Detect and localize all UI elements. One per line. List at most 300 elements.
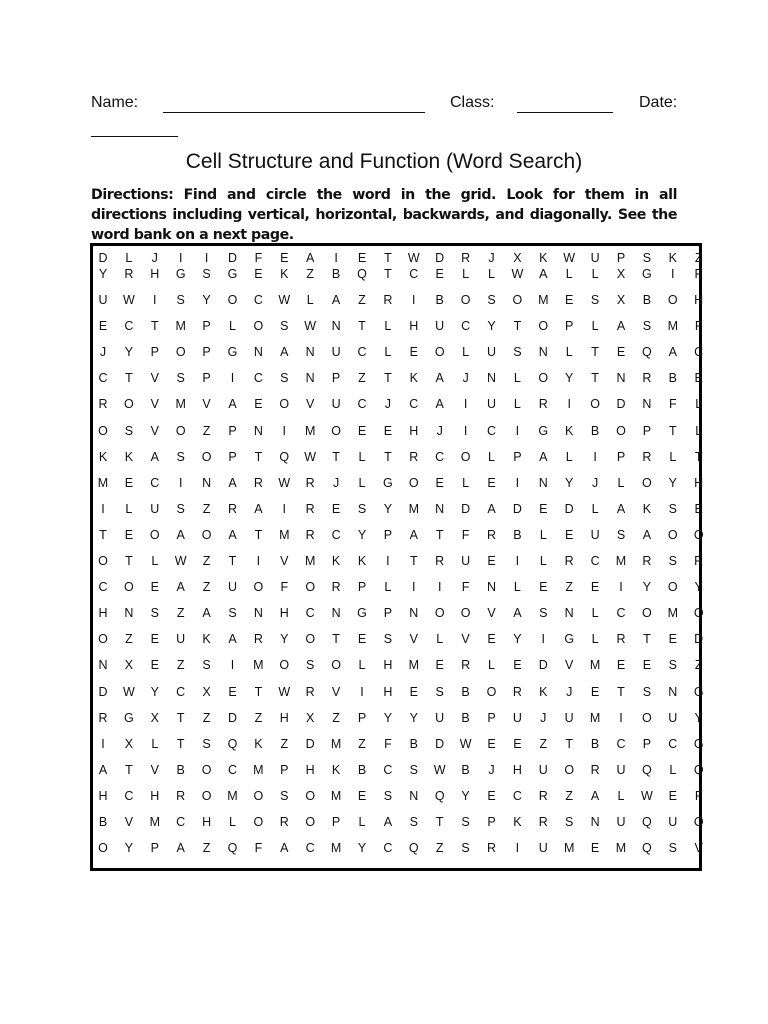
grid-letter[interactable]: A xyxy=(228,632,237,647)
grid-letter[interactable]: S xyxy=(150,606,159,621)
grid-letter[interactable]: S xyxy=(409,815,418,829)
grid-letter[interactable]: Z xyxy=(694,658,703,673)
grid-letter[interactable]: P xyxy=(357,710,367,725)
grid-letter[interactable]: L xyxy=(488,267,495,281)
grid-letter[interactable]: X xyxy=(124,658,134,673)
grid-letter[interactable]: E xyxy=(694,371,703,386)
grid-letter[interactable]: L xyxy=(229,815,236,829)
grid-letter[interactable]: E xyxy=(150,658,159,673)
grid-letter[interactable]: Y xyxy=(487,319,496,334)
grid-letter[interactable]: F xyxy=(280,580,289,595)
grid-letter[interactable]: J xyxy=(332,475,340,490)
grid-letter[interactable]: R xyxy=(616,632,626,647)
grid-letter[interactable]: A xyxy=(409,527,418,542)
grid-letter[interactable]: I xyxy=(593,449,597,464)
grid-letter[interactable]: X xyxy=(616,293,626,307)
grid-letter[interactable]: P xyxy=(565,319,574,334)
grid-letter[interactable]: E xyxy=(590,841,600,856)
grid-letter[interactable]: O xyxy=(175,345,186,360)
grid-letter[interactable]: X xyxy=(513,251,522,265)
grid-letter[interactable]: E xyxy=(590,580,600,595)
grid-letter[interactable]: A xyxy=(487,501,496,516)
grid-letter[interactable]: L xyxy=(358,449,366,464)
grid-letter[interactable]: Y xyxy=(357,841,367,856)
grid-letter[interactable]: S xyxy=(280,319,289,334)
grid-letter[interactable]: O xyxy=(512,293,523,307)
grid-letter[interactable]: K xyxy=(254,736,263,751)
grid-letter[interactable]: P xyxy=(487,815,496,829)
grid-letter[interactable]: U xyxy=(435,710,445,725)
grid-letter[interactable]: G xyxy=(227,345,238,360)
grid-letter[interactable]: I xyxy=(541,632,546,647)
grid-letter[interactable]: O xyxy=(486,684,497,699)
grid-letter[interactable]: L xyxy=(436,632,444,647)
grid-letter[interactable]: Z xyxy=(125,632,133,647)
grid-letter[interactable]: I xyxy=(671,267,675,281)
grid-letter[interactable]: V xyxy=(150,397,159,412)
grid-letter[interactable]: E xyxy=(694,501,703,516)
grid-letter[interactable]: I xyxy=(204,251,209,265)
grid-letter[interactable]: C xyxy=(227,762,238,777)
grid-letter[interactable]: B xyxy=(461,762,470,777)
grid-letter[interactable]: T xyxy=(150,319,159,334)
grid-letter[interactable]: T xyxy=(228,554,237,568)
grid-letter[interactable]: S xyxy=(668,841,677,856)
grid-letter[interactable]: W xyxy=(304,449,317,464)
grid-letter[interactable]: Y xyxy=(150,684,159,699)
grid-letter[interactable]: N xyxy=(486,371,497,386)
grid-letter[interactable]: F xyxy=(461,527,470,542)
grid-letter[interactable]: L xyxy=(384,580,392,595)
grid-letter[interactable]: E xyxy=(124,527,134,542)
grid-letter[interactable]: P xyxy=(150,841,159,856)
grid-letter[interactable]: R xyxy=(227,501,238,516)
grid-letter[interactable]: E xyxy=(616,345,626,360)
grid-letter[interactable]: S xyxy=(280,371,289,386)
grid-letter[interactable]: T xyxy=(384,449,392,464)
grid-letter[interactable]: U xyxy=(150,501,160,516)
grid-letter[interactable]: R xyxy=(486,841,497,856)
grid-letter[interactable]: V xyxy=(150,423,159,438)
grid-letter[interactable]: V xyxy=(331,684,341,699)
grid-letter[interactable]: E xyxy=(409,345,418,360)
grid-letter[interactable]: K xyxy=(331,554,341,568)
grid-letter[interactable]: Z xyxy=(358,736,366,751)
grid-letter[interactable]: L xyxy=(513,397,521,412)
grid-letter[interactable]: E xyxy=(254,397,263,412)
grid-letter[interactable]: A xyxy=(331,293,341,307)
grid-letter[interactable]: C xyxy=(409,397,419,412)
grid-letter[interactable]: I xyxy=(463,397,468,412)
grid-letter[interactable]: P xyxy=(228,449,237,464)
grid-letter[interactable]: N xyxy=(564,606,574,621)
grid-letter[interactable]: L xyxy=(591,319,599,334)
grid-letter[interactable]: E xyxy=(254,267,263,281)
grid-letter[interactable]: I xyxy=(412,580,416,595)
grid-letter[interactable]: V xyxy=(202,397,211,412)
grid-letter[interactable]: O xyxy=(667,580,678,595)
grid-letter[interactable]: S xyxy=(461,841,470,856)
grid-letter[interactable]: T xyxy=(694,449,703,464)
grid-letter[interactable]: L xyxy=(539,527,547,542)
grid-letter[interactable]: M xyxy=(408,658,419,673)
grid-letter[interactable]: O xyxy=(564,762,575,777)
grid-letter[interactable]: L xyxy=(488,658,495,673)
grid-letter[interactable]: A xyxy=(176,841,185,856)
grid-letter[interactable]: E xyxy=(331,501,341,516)
grid-letter[interactable]: Y xyxy=(409,710,418,725)
grid-letter[interactable]: O xyxy=(460,293,471,307)
grid-letter[interactable]: E xyxy=(280,251,289,265)
grid-letter[interactable]: C xyxy=(512,788,522,803)
grid-letter[interactable]: L xyxy=(229,319,236,334)
grid-letter[interactable]: S xyxy=(668,554,677,568)
grid-letter[interactable]: F xyxy=(254,841,263,856)
grid-letter[interactable]: R xyxy=(253,475,263,490)
grid-letter[interactable]: C xyxy=(383,841,393,856)
grid-letter[interactable]: I xyxy=(515,554,520,568)
grid-letter[interactable]: L xyxy=(591,632,599,647)
grid-letter[interactable]: K xyxy=(539,251,548,265)
grid-letter[interactable]: W xyxy=(640,788,653,803)
grid-letter[interactable]: Q xyxy=(408,841,419,856)
grid-letter[interactable]: Y xyxy=(98,267,108,281)
grid-letter[interactable]: S xyxy=(357,501,367,516)
grid-letter[interactable]: T xyxy=(591,371,599,386)
grid-letter[interactable]: V xyxy=(124,815,134,829)
grid-letter[interactable]: A xyxy=(280,841,289,856)
grid-letter[interactable]: S xyxy=(435,684,444,699)
grid-letter[interactable]: S xyxy=(176,501,185,516)
grid-letter[interactable]: Q xyxy=(434,788,445,803)
grid-letter[interactable]: I xyxy=(515,841,520,856)
grid-letter[interactable]: L xyxy=(513,371,521,386)
grid-letter[interactable]: D xyxy=(98,251,108,265)
grid-letter[interactable]: O xyxy=(98,841,108,856)
grid-letter[interactable]: I xyxy=(334,251,338,265)
grid-letter[interactable]: Q xyxy=(227,736,238,751)
grid-letter[interactable]: B xyxy=(98,815,108,829)
grid-letter[interactable]: C xyxy=(305,841,315,856)
grid-letter[interactable]: C xyxy=(150,475,160,490)
grid-letter[interactable]: E xyxy=(487,475,496,490)
grid-letter[interactable]: W xyxy=(278,475,291,490)
grid-letter[interactable]: P xyxy=(642,736,652,751)
grid-letter[interactable]: A xyxy=(513,606,522,621)
grid-letter[interactable]: A xyxy=(539,267,548,281)
grid-letter[interactable]: E xyxy=(228,684,237,699)
grid-letter[interactable]: A xyxy=(435,397,444,412)
grid-letter[interactable]: Z xyxy=(694,251,703,265)
grid-letter[interactable]: A xyxy=(590,788,600,803)
grid-letter[interactable]: S xyxy=(176,371,185,386)
grid-letter[interactable]: O xyxy=(693,815,704,829)
grid-letter[interactable]: I xyxy=(178,475,183,490)
grid-letter[interactable]: N xyxy=(486,580,497,595)
grid-letter[interactable]: F xyxy=(254,251,263,265)
grid-letter[interactable]: E xyxy=(150,580,159,595)
grid-letter[interactable]: E xyxy=(565,293,574,307)
grid-letter[interactable]: C xyxy=(409,267,419,281)
grid-letter[interactable]: H xyxy=(279,606,289,621)
grid-letter[interactable]: Y xyxy=(565,371,574,386)
grid-letter[interactable]: U xyxy=(538,841,548,856)
grid-letter[interactable]: M xyxy=(330,736,342,751)
grid-letter[interactable]: E xyxy=(616,658,626,673)
grid-letter[interactable]: L xyxy=(125,501,133,516)
grid-letter[interactable]: S xyxy=(228,606,237,621)
grid-letter[interactable]: T xyxy=(384,371,392,386)
grid-letter[interactable]: Z xyxy=(176,606,185,621)
grid-letter[interactable]: B xyxy=(461,710,470,725)
grid-letter[interactable]: W xyxy=(459,736,472,751)
grid-letter[interactable]: M xyxy=(253,762,264,777)
grid-letter[interactable]: W xyxy=(122,293,135,307)
grid-letter[interactable]: I xyxy=(515,423,520,438)
grid-letter[interactable]: E xyxy=(513,736,522,751)
grid-letter[interactable]: C xyxy=(253,293,263,307)
grid-letter[interactable]: P xyxy=(331,815,341,829)
grid-letter[interactable]: T xyxy=(125,762,133,777)
grid-letter[interactable]: Q xyxy=(227,841,238,856)
grid-letter[interactable]: A xyxy=(383,815,393,829)
grid-letter[interactable]: A xyxy=(176,527,185,542)
grid-letter[interactable]: I xyxy=(101,501,105,516)
grid-letter[interactable]: C xyxy=(435,449,445,464)
grid-letter[interactable]: K xyxy=(642,501,652,516)
grid-letter[interactable]: O xyxy=(616,423,626,438)
grid-letter[interactable]: C xyxy=(357,397,367,412)
grid-letter[interactable]: X xyxy=(124,736,134,751)
grid-letter[interactable]: M xyxy=(253,658,264,673)
grid-letter[interactable]: R xyxy=(694,554,704,568)
grid-letter[interactable]: V xyxy=(565,658,574,673)
grid-letter[interactable]: O xyxy=(253,788,264,803)
grid-letter[interactable]: E xyxy=(539,501,548,516)
grid-letter[interactable]: T xyxy=(176,710,185,725)
grid-letter[interactable]: O xyxy=(434,345,445,360)
grid-letter[interactable]: J xyxy=(488,251,495,265)
grid-letter[interactable]: B xyxy=(642,293,652,307)
grid-letter[interactable]: T xyxy=(254,527,263,542)
grid-letter[interactable]: N xyxy=(538,475,548,490)
grid-letter[interactable]: Z xyxy=(358,293,366,307)
grid-letter[interactable]: B xyxy=(513,527,522,542)
grid-letter[interactable]: V xyxy=(280,554,289,568)
grid-letter[interactable]: L xyxy=(151,554,159,568)
grid-letter[interactable]: R xyxy=(305,475,315,490)
grid-letter[interactable]: K xyxy=(202,632,211,647)
grid-letter[interactable]: E xyxy=(487,632,496,647)
grid-letter[interactable]: K xyxy=(280,267,289,281)
grid-letter[interactable]: O xyxy=(253,580,264,595)
grid-letter[interactable]: S xyxy=(409,762,418,777)
grid-letter[interactable]: S xyxy=(642,684,652,699)
grid-letter[interactable]: D xyxy=(227,251,238,265)
grid-letter[interactable]: O xyxy=(227,293,238,307)
grid-letter[interactable]: T xyxy=(435,527,444,542)
grid-letter[interactable]: Z xyxy=(202,580,211,595)
grid-letter[interactable]: U xyxy=(486,345,497,360)
grid-letter[interactable]: N xyxy=(538,345,548,360)
grid-letter[interactable]: O xyxy=(124,580,134,595)
grid-letter[interactable]: E xyxy=(487,736,496,751)
grid-letter[interactable]: N xyxy=(642,397,652,412)
grid-letter[interactable]: A xyxy=(280,345,289,360)
grid-letter[interactable]: O xyxy=(667,293,678,307)
grid-letter[interactable]: Z xyxy=(254,710,263,725)
grid-letter[interactable]: J xyxy=(488,762,495,777)
grid-letter[interactable]: H xyxy=(98,788,108,803)
grid-letter[interactable]: O xyxy=(460,449,471,464)
grid-letter[interactable]: O xyxy=(279,397,290,412)
grid-letter[interactable]: Z xyxy=(358,371,366,386)
grid-letter[interactable]: U xyxy=(486,397,497,412)
grid-letter[interactable]: D xyxy=(694,632,704,647)
grid-letter[interactable]: W xyxy=(511,267,524,281)
grid-letter[interactable]: O xyxy=(434,606,445,621)
grid-letter[interactable]: Z xyxy=(202,841,211,856)
grid-letter[interactable]: A xyxy=(176,580,185,595)
grid-letter[interactable]: R xyxy=(590,762,600,777)
grid-letter[interactable]: D xyxy=(227,710,238,725)
grid-letter[interactable]: S xyxy=(487,293,496,307)
grid-letter[interactable]: C xyxy=(590,554,600,568)
grid-letter[interactable]: E xyxy=(513,658,522,673)
grid-letter[interactable]: N xyxy=(253,606,263,621)
grid-letter[interactable]: O xyxy=(98,423,108,438)
grid-letter[interactable]: Y xyxy=(694,710,703,725)
grid-letter[interactable]: M xyxy=(667,606,678,621)
grid-letter[interactable]: H xyxy=(202,815,212,829)
grid-letter[interactable]: N xyxy=(331,319,341,334)
grid-letter[interactable]: A xyxy=(539,449,548,464)
grid-letter[interactable]: R xyxy=(305,527,315,542)
grid-letter[interactable]: F xyxy=(461,580,470,595)
grid-letter[interactable]: K xyxy=(331,762,341,777)
grid-letter[interactable]: E xyxy=(590,684,600,699)
grid-letter[interactable]: D xyxy=(98,684,108,699)
grid-letter[interactable]: O xyxy=(331,423,341,438)
grid-letter[interactable]: H xyxy=(694,475,704,490)
grid-letter[interactable]: M xyxy=(227,788,238,803)
grid-letter[interactable]: I xyxy=(101,736,105,751)
grid-letter[interactable]: W xyxy=(304,319,317,334)
grid-letter[interactable]: B xyxy=(435,293,444,307)
grid-letter[interactable]: M xyxy=(175,397,186,412)
grid-letter[interactable]: Z xyxy=(202,423,211,438)
grid-letter[interactable]: N xyxy=(305,371,315,386)
grid-letter[interactable]: C xyxy=(98,371,108,386)
grid-letter[interactable]: S xyxy=(513,345,522,360)
grid-letter[interactable]: L xyxy=(669,449,677,464)
grid-letter[interactable]: E xyxy=(565,527,574,542)
grid-letter[interactable]: R xyxy=(383,293,393,307)
grid-letter[interactable]: C xyxy=(383,762,393,777)
grid-letter[interactable]: X xyxy=(150,710,159,725)
grid-letter[interactable]: D xyxy=(435,251,445,265)
grid-letter[interactable]: C xyxy=(176,684,186,699)
grid-letter[interactable]: T xyxy=(617,684,625,699)
grid-letter[interactable]: O xyxy=(305,788,316,803)
grid-letter[interactable]: I xyxy=(360,684,364,699)
grid-letter[interactable]: W xyxy=(433,762,446,777)
grid-letter[interactable]: O xyxy=(667,527,678,542)
grid-letter[interactable]: Z xyxy=(306,267,314,281)
grid-letter[interactable]: U xyxy=(668,710,678,725)
grid-letter[interactable]: L xyxy=(539,554,547,568)
grid-letter[interactable]: C xyxy=(98,580,108,595)
grid-letter[interactable]: G xyxy=(538,423,549,438)
grid-letter[interactable]: O xyxy=(538,371,549,386)
grid-letter[interactable]: B xyxy=(357,762,367,777)
grid-letter[interactable]: L xyxy=(462,267,470,281)
grid-letter[interactable]: C xyxy=(124,788,134,803)
grid-letter[interactable]: M xyxy=(563,841,575,856)
grid-letter[interactable]: G xyxy=(693,684,704,699)
grid-letter[interactable]: T xyxy=(332,449,340,464)
grid-letter[interactable]: T xyxy=(99,527,107,542)
grid-letter[interactable]: C xyxy=(253,371,263,386)
grid-letter[interactable]: U xyxy=(331,345,341,360)
grid-letter[interactable]: P xyxy=(487,710,496,725)
grid-letter[interactable]: Z xyxy=(202,554,211,568)
grid-letter[interactable]: Z xyxy=(202,501,211,516)
grid-letter[interactable]: L xyxy=(669,762,677,777)
grid-letter[interactable]: G xyxy=(693,736,704,751)
grid-letter[interactable]: B xyxy=(331,267,341,281)
grid-letter[interactable]: U xyxy=(461,554,471,568)
grid-letter[interactable]: M xyxy=(279,527,290,542)
grid-letter[interactable]: Q xyxy=(642,762,652,777)
grid-letter[interactable]: B xyxy=(409,736,418,751)
grid-letter[interactable]: A xyxy=(228,475,237,490)
grid-letter[interactable]: U xyxy=(616,762,626,777)
grid-letter[interactable]: T xyxy=(358,319,366,334)
grid-letter[interactable]: A xyxy=(202,606,211,621)
grid-letter[interactable]: V xyxy=(150,762,159,777)
grid-letter[interactable]: I xyxy=(515,475,520,490)
grid-letter[interactable]: E xyxy=(642,658,652,673)
grid-letter[interactable]: D xyxy=(305,736,315,751)
grid-letter[interactable]: B xyxy=(176,762,185,777)
grid-letter[interactable]: S xyxy=(202,736,211,751)
grid-letter[interactable]: G xyxy=(357,606,367,621)
grid-letter[interactable]: R xyxy=(486,527,497,542)
grid-letter[interactable]: M xyxy=(615,554,627,568)
grid-letter[interactable]: M xyxy=(304,423,316,438)
grid-letter[interactable]: O xyxy=(98,554,108,568)
grid-letter[interactable]: O xyxy=(253,319,264,334)
grid-letter[interactable]: C xyxy=(616,736,626,751)
grid-letter[interactable]: O xyxy=(460,606,471,621)
grid-letter[interactable]: Y xyxy=(280,632,289,647)
grid-letter[interactable]: Q xyxy=(642,815,652,829)
grid-letter[interactable]: C xyxy=(616,606,626,621)
grid-letter[interactable]: M xyxy=(149,815,160,829)
grid-letter[interactable]: E xyxy=(409,684,418,699)
grid-letter[interactable]: S xyxy=(668,658,677,673)
grid-letter[interactable]: G xyxy=(642,267,652,281)
grid-letter[interactable]: O xyxy=(201,527,212,542)
grid-letter[interactable]: O xyxy=(408,475,419,490)
grid-letter[interactable]: Q xyxy=(279,449,290,464)
grid-letter[interactable]: Z xyxy=(565,788,573,803)
grid-letter[interactable]: W xyxy=(122,684,135,699)
grid-letter[interactable]: Z xyxy=(565,580,573,595)
grid-letter[interactable]: R xyxy=(538,815,548,829)
grid-letter[interactable]: R xyxy=(305,684,315,699)
